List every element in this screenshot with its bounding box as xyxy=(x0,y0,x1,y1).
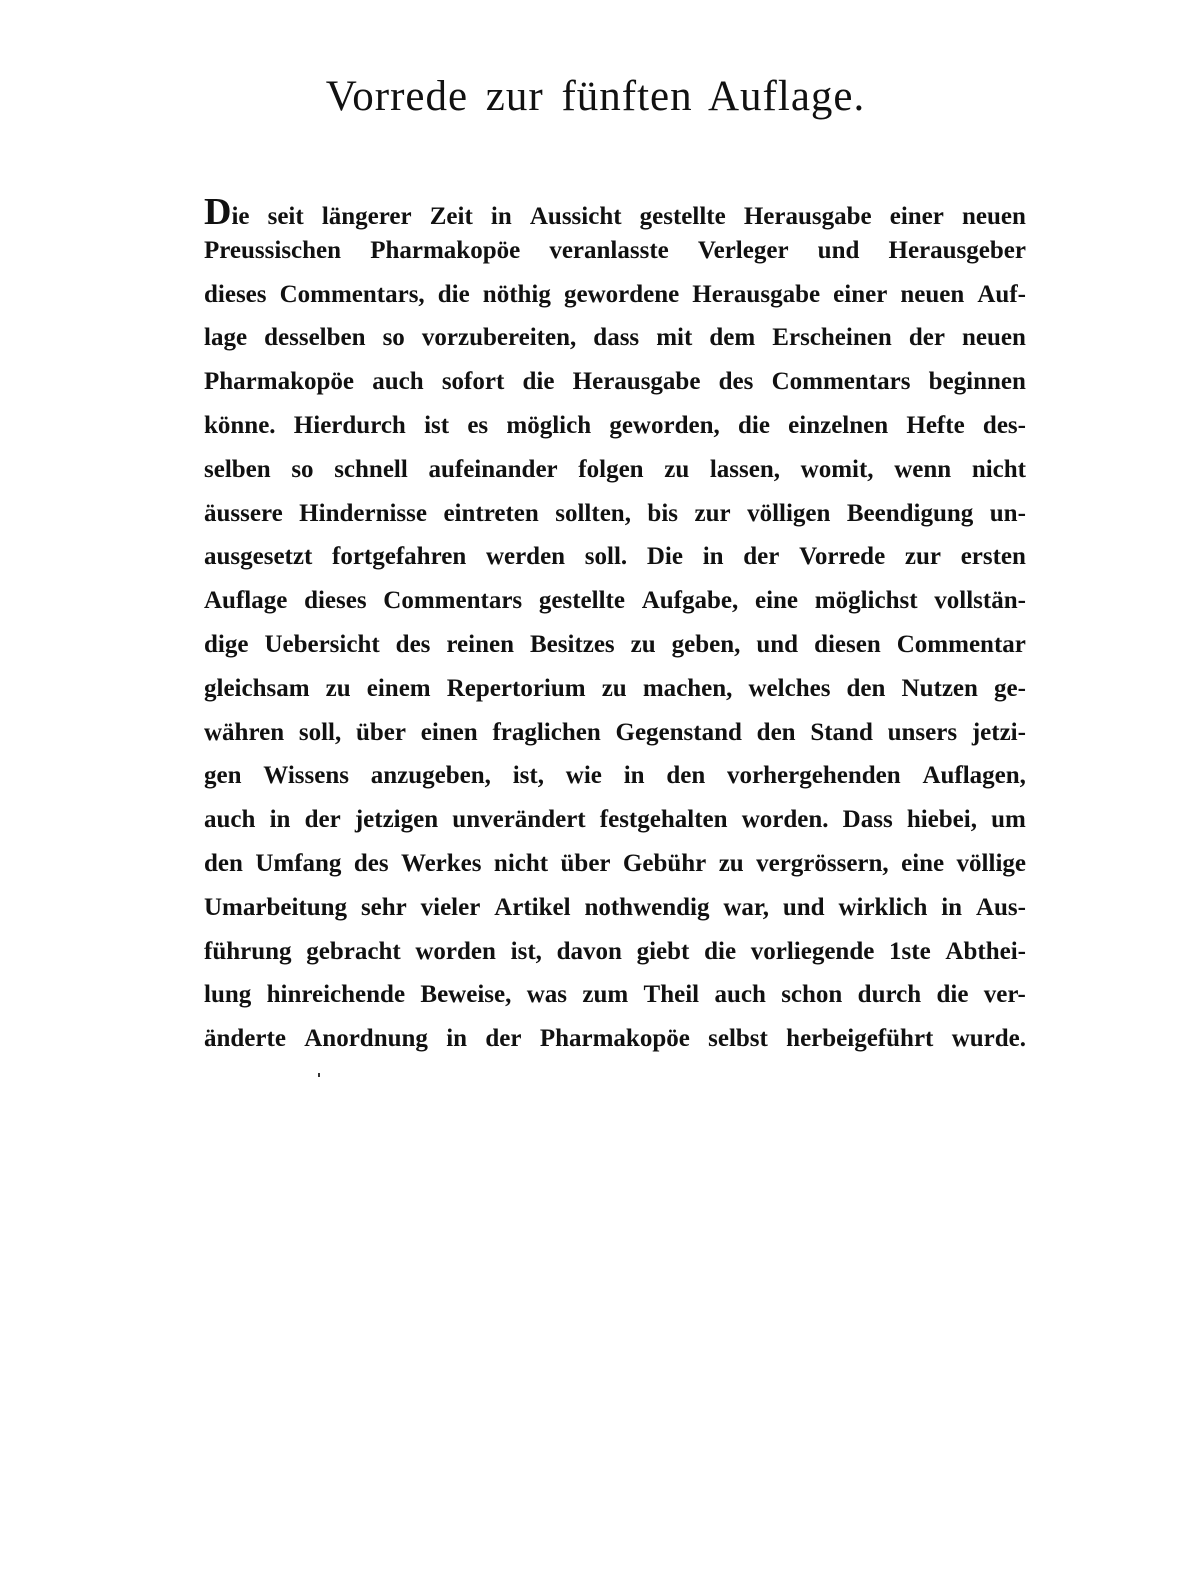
word: nothwendig xyxy=(584,893,710,921)
word: Umarbeitung xyxy=(204,893,348,921)
word: sofort xyxy=(441,368,505,396)
word: völlige xyxy=(956,849,1026,877)
word: so xyxy=(291,455,314,483)
word: ersten xyxy=(960,543,1026,571)
word: Beendigung xyxy=(846,499,974,527)
word: wie xyxy=(565,762,602,790)
text-line xyxy=(204,412,1026,456)
word: Hefte xyxy=(906,411,965,439)
word: Die xyxy=(204,191,250,233)
word: unsers xyxy=(887,718,958,746)
text-line xyxy=(204,193,1026,237)
word: des- xyxy=(982,411,1026,439)
word: vergrössern, xyxy=(756,849,889,877)
word: dass xyxy=(593,324,640,352)
word: 1ste xyxy=(889,937,931,965)
word: völligen xyxy=(747,499,831,527)
word: nicht xyxy=(971,455,1026,483)
text-line xyxy=(204,806,1026,850)
word: gleichsam xyxy=(204,674,310,702)
word: durch xyxy=(857,981,922,1009)
word: Uebersicht xyxy=(264,630,380,658)
word: einer xyxy=(833,280,888,308)
word: seit xyxy=(267,203,304,230)
word: dem xyxy=(709,324,756,352)
word: den xyxy=(666,762,706,790)
word: diesen xyxy=(814,630,881,658)
word: davon xyxy=(556,937,622,965)
word: wurde. xyxy=(951,1025,1026,1053)
word: Vorrede xyxy=(799,543,886,571)
text-line xyxy=(204,368,1026,412)
word: nicht xyxy=(493,849,549,877)
word: zu xyxy=(601,674,627,702)
word: war, xyxy=(723,893,769,921)
word: einem xyxy=(366,674,431,702)
word: auch xyxy=(204,806,256,834)
word: Herausgabe xyxy=(692,280,821,308)
word: hiebei, xyxy=(906,806,977,834)
word: den xyxy=(756,718,796,746)
word: Beweise, xyxy=(420,981,512,1009)
word: ist, xyxy=(512,762,544,790)
text-line xyxy=(204,237,1026,281)
word: worden. xyxy=(741,806,829,834)
word: worden xyxy=(415,937,496,965)
word: zu xyxy=(718,849,744,877)
word: schon xyxy=(781,981,843,1009)
word: auch xyxy=(372,368,424,396)
word: Auf- xyxy=(977,280,1026,308)
word: giebt xyxy=(636,937,690,965)
word: was xyxy=(526,981,567,1009)
word: jetzigen xyxy=(354,806,439,834)
word: Preussischen xyxy=(204,236,342,264)
word: selbst xyxy=(708,1025,768,1053)
word: währen xyxy=(204,718,285,746)
word: vorhergehenden xyxy=(727,762,901,790)
preface-paragraph xyxy=(204,193,1026,1069)
word: jetzi- xyxy=(971,718,1026,746)
word: Pharmakopöe xyxy=(204,368,354,396)
text-line xyxy=(204,981,1026,1025)
word: ist xyxy=(424,411,450,439)
word: lage xyxy=(204,324,248,352)
word: die xyxy=(522,368,555,396)
word: in xyxy=(941,893,963,921)
word: Repertorium xyxy=(446,674,586,702)
word: welches xyxy=(748,674,831,702)
word: reinen xyxy=(446,630,514,658)
word: Aus- xyxy=(975,893,1026,921)
word: zu xyxy=(664,455,690,483)
word: wirklich xyxy=(838,893,928,921)
word: der xyxy=(908,324,945,352)
word: desselben xyxy=(264,324,366,352)
word: und xyxy=(782,893,825,921)
word: Auflagen, xyxy=(922,762,1026,790)
word: unverändert xyxy=(452,806,586,834)
word: Die xyxy=(646,543,683,571)
text-line xyxy=(204,850,1026,894)
word: neuen xyxy=(900,280,965,308)
word: einer xyxy=(889,203,944,230)
word: eine xyxy=(901,849,945,877)
word: ist, xyxy=(510,937,542,965)
word: ausgesetzt xyxy=(204,543,313,571)
word: des xyxy=(353,849,389,877)
word: es xyxy=(467,411,489,439)
word: Theil xyxy=(643,981,700,1009)
word: eine xyxy=(754,587,799,615)
text-line xyxy=(204,324,1026,368)
word: lung xyxy=(204,981,252,1009)
word: zur xyxy=(694,499,731,527)
word: und xyxy=(817,236,860,264)
text-line xyxy=(204,1025,1026,1069)
word: in xyxy=(702,543,724,571)
word: wenn xyxy=(894,455,952,483)
word: Stand xyxy=(810,718,873,746)
word: Nutzen xyxy=(901,674,978,702)
word: festgehalten xyxy=(599,806,728,834)
word: sollten, xyxy=(555,499,631,527)
word: werden xyxy=(485,543,566,571)
word: bis xyxy=(647,499,679,527)
word: über xyxy=(560,849,611,877)
text-line xyxy=(204,281,1026,325)
word: und xyxy=(756,630,799,658)
word: der xyxy=(743,543,780,571)
word: dieses xyxy=(304,587,367,615)
text-line xyxy=(204,456,1026,500)
word: neuen xyxy=(961,324,1026,352)
text-line xyxy=(204,675,1026,719)
word: soll. xyxy=(584,543,628,571)
word: Commentar xyxy=(896,630,1026,658)
word: mit xyxy=(656,324,693,352)
word: Dass xyxy=(842,806,893,834)
word: geworden, xyxy=(609,411,720,439)
word: womit, xyxy=(800,455,874,483)
word: des xyxy=(718,368,754,396)
word: ge- xyxy=(994,674,1026,702)
text-line xyxy=(204,543,1026,587)
word: vollstän- xyxy=(934,587,1026,615)
word: dieses xyxy=(204,280,267,308)
word: in xyxy=(269,806,291,834)
word: könne. xyxy=(204,411,276,439)
word: über xyxy=(355,718,406,746)
word: möglichst xyxy=(814,587,918,615)
word: hinreichende xyxy=(266,981,406,1009)
word: die xyxy=(704,937,737,965)
word: in xyxy=(490,203,512,230)
text-line xyxy=(204,762,1026,806)
word: fraglichen xyxy=(492,718,601,746)
word: lassen, xyxy=(709,455,781,483)
word: vorzubereiten, xyxy=(421,324,577,352)
word: vieler xyxy=(420,893,481,921)
word: Verleger xyxy=(697,236,789,264)
text-line xyxy=(204,631,1026,675)
word: Besitzes xyxy=(529,630,615,658)
word: Artikel xyxy=(494,893,571,921)
word: un- xyxy=(989,499,1026,527)
word: so xyxy=(382,324,405,352)
page-title: Vorrede zur fünften Auflage. xyxy=(325,73,866,120)
word: zu xyxy=(325,674,351,702)
word: Commentars, xyxy=(279,280,425,308)
word: Herausgabe xyxy=(743,203,872,230)
word: neuen xyxy=(961,203,1026,230)
word: Herausgeber xyxy=(888,236,1026,264)
word: Pharmakopöe xyxy=(370,236,521,264)
word: äussere xyxy=(204,499,283,527)
word: der xyxy=(485,1025,522,1053)
word: gestellte xyxy=(639,203,726,230)
text-line xyxy=(204,938,1026,982)
word: Pharmakopöe xyxy=(539,1025,690,1053)
word: gewordene xyxy=(563,280,680,308)
text-line xyxy=(204,894,1026,938)
word: selben xyxy=(204,455,271,483)
word: zur xyxy=(904,543,941,571)
word: Hierdurch xyxy=(293,411,406,439)
word: Aufgabe, xyxy=(641,587,739,615)
word: eintreten xyxy=(443,499,539,527)
word: Commentars xyxy=(771,368,911,396)
word: Anordnung xyxy=(304,1025,428,1053)
word: änderte xyxy=(204,1025,286,1053)
word: den xyxy=(204,849,243,877)
word: Herausgabe xyxy=(572,368,701,396)
word: dige xyxy=(204,630,249,658)
word: aufeinander xyxy=(428,455,558,483)
text-line xyxy=(204,719,1026,763)
word: in xyxy=(623,762,645,790)
word: Zeit xyxy=(429,203,473,230)
word: um xyxy=(991,806,1026,834)
word: Gebühr xyxy=(622,849,707,877)
word: die xyxy=(936,981,969,1009)
word: gebracht xyxy=(306,937,401,965)
text-line xyxy=(204,587,1026,631)
word: den xyxy=(846,674,886,702)
word: Wissens xyxy=(263,762,349,790)
word: Werkes xyxy=(400,849,482,877)
word: in xyxy=(446,1025,468,1053)
word: gestellte xyxy=(538,587,625,615)
print-speck xyxy=(318,1073,320,1077)
word: gen xyxy=(204,762,242,790)
word: möglich xyxy=(506,411,592,439)
word: nöthig xyxy=(482,280,551,308)
text-line xyxy=(204,500,1026,544)
word: Gegenstand xyxy=(615,718,742,746)
word: soll, xyxy=(298,718,342,746)
word: ver- xyxy=(983,981,1026,1009)
word: die xyxy=(437,280,470,308)
word: Umfang xyxy=(255,849,342,877)
word: herbeigeführt xyxy=(786,1025,934,1053)
word: vorliegende xyxy=(750,937,875,965)
word: die xyxy=(737,411,770,439)
word: Erscheinen xyxy=(772,324,892,352)
word: des xyxy=(395,630,431,658)
word: Commentars xyxy=(383,587,523,615)
word: einzelnen xyxy=(788,411,889,439)
word: der xyxy=(304,806,341,834)
word: Aussicht xyxy=(529,203,622,230)
word: geben, xyxy=(671,630,741,658)
word: Abthei- xyxy=(945,937,1026,965)
word: Auflage xyxy=(204,587,288,615)
word: folgen xyxy=(578,455,644,483)
word: zum xyxy=(582,981,629,1009)
word: führung xyxy=(204,937,292,965)
word: machen, xyxy=(642,674,733,702)
word: zu xyxy=(630,630,656,658)
word: anzugeben, xyxy=(370,762,491,790)
word: einen xyxy=(420,718,478,746)
word: schnell xyxy=(334,455,408,483)
word: beginnen xyxy=(928,368,1026,396)
word: auch xyxy=(714,981,766,1009)
word: sehr xyxy=(360,893,407,921)
word: veranlasste xyxy=(549,236,669,264)
word: längerer xyxy=(321,203,412,230)
word: Hindernisse xyxy=(299,499,427,527)
word: fortgefahren xyxy=(332,543,467,571)
